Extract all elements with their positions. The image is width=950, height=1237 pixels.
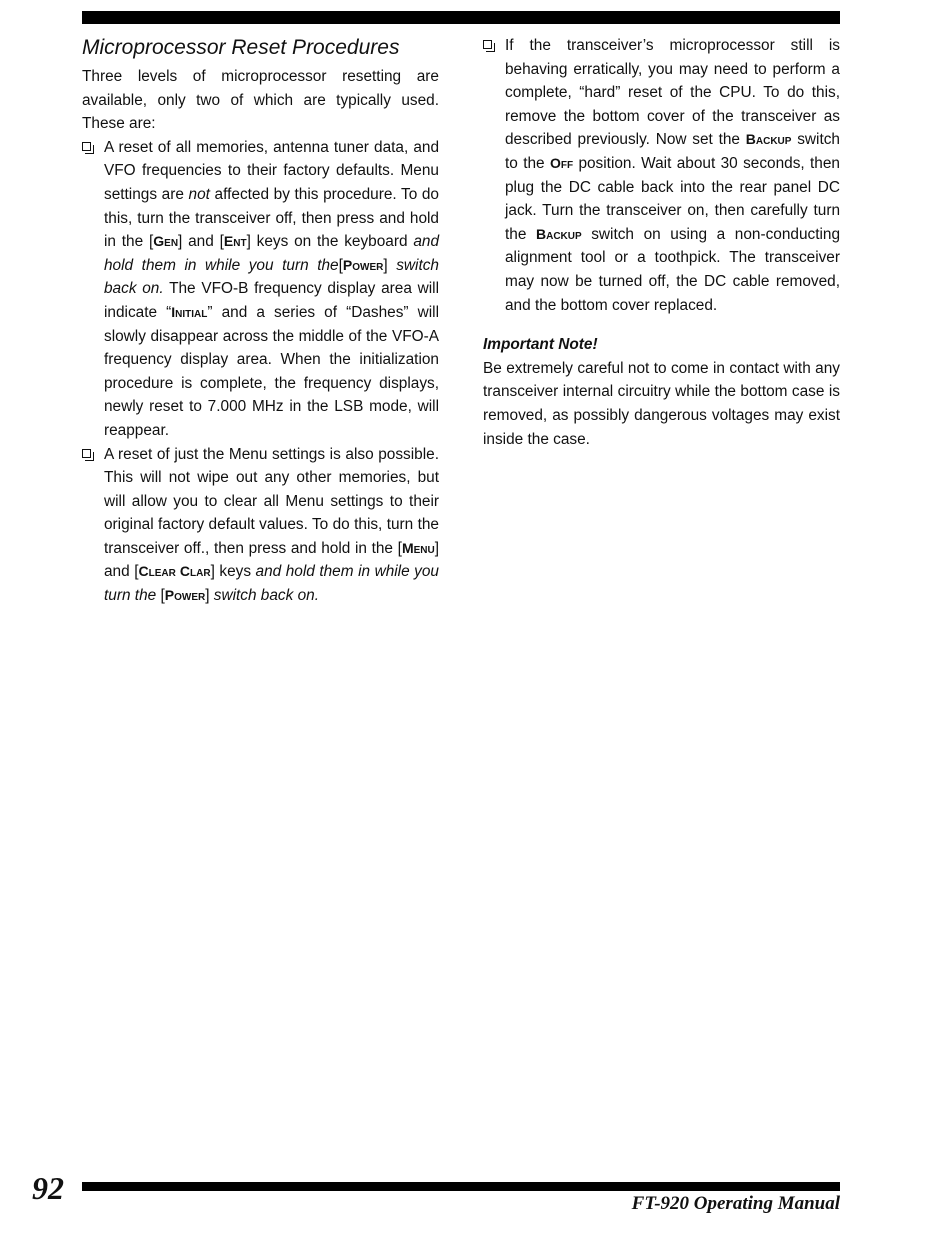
checkbox-bullet-icon <box>82 142 91 151</box>
position-off: Off <box>549 154 574 171</box>
key-power: Power <box>164 587 206 604</box>
text: ] and [ <box>178 233 224 251</box>
key-menu: Menu <box>401 539 435 556</box>
text: affected by this procedure. To do this, turn the transceiver off, then press and hold in the [ <box>104 185 439 251</box>
emphasis: and hold them in while you turn the <box>104 563 439 605</box>
page-number: 92 <box>32 1170 64 1206</box>
key-clear-clar: Clear Clar <box>138 563 211 580</box>
text: switch to the <box>505 131 840 172</box>
text: [ <box>338 256 343 274</box>
key-power: Power <box>342 256 384 273</box>
text: The VFO-B frequency display area will indicate “ <box>104 280 439 321</box>
display-initial: Initial <box>171 303 208 320</box>
key-ent: Ent <box>223 233 247 250</box>
text: ] <box>205 587 210 605</box>
switch-backup: Backup <box>535 225 582 242</box>
bullet-hard-reset <box>483 34 840 317</box>
left-column <box>82 34 439 608</box>
top-rule <box>82 11 840 24</box>
emphasis: switch back on. <box>104 256 439 298</box>
text: A reset of all memories, antenna tuner data, and VFO frequencies to their factory defaults. Menu settings are <box>104 138 439 203</box>
section-title: Microprocessor Reset Procedures <box>82 36 400 59</box>
text: ] <box>383 256 388 274</box>
text: ” and a series of “Dashes” will slowly disappear across the middle of the VFO-A frequency display area. When the initialization procedure is complete, the frequency displays, newly reset to 7.000 MHz in the LSB mode, will reappear. <box>104 303 440 439</box>
text: ] and [ <box>104 539 439 581</box>
text: switch on using a non-conducting alignment tool or a toothpick. The transceiver may now be turned off, the DC cable removed, and the bottom cover replaced. <box>505 225 841 314</box>
emphasis: not <box>188 185 210 203</box>
text: A reset of just the Menu settings is also possible. This will not wipe out any other memories, but will allow you to clear all Menu settings to their original factory default values. To do this, turn the transceiver off., then press and hold in the [ <box>104 445 439 557</box>
text: [ <box>156 587 165 605</box>
important-note-heading: Important Note! <box>483 336 598 354</box>
right-column <box>483 34 840 451</box>
emphasis: switch back on. <box>209 587 319 605</box>
checkbox-bullet-icon <box>483 40 492 49</box>
checkbox-bullet-icon <box>82 449 91 458</box>
important-note-text: Be extremely careful not to come in contact with any transceiver internal circuitry while the bottom case is removed, as possibly dangerous voltages may exist inside the case. <box>483 359 840 448</box>
text: ] keys <box>210 563 256 581</box>
bullet-reset-memories <box>82 136 439 443</box>
text: If the transceiver’s microprocessor still is behaving erratically, you may need to perform a complete, “hard” reset of the CPU. To do this, remove the bottom cover of the transceiver as described previously. Now set the <box>505 37 840 149</box>
text: ] keys on the keyboard <box>246 233 414 251</box>
key-gen: Gen <box>153 233 179 250</box>
intro-paragraph: Three levels of microprocessor resetting are available, only two of which are typically used. These are: <box>82 68 439 133</box>
emphasis: and hold them in while you turn the <box>104 233 440 274</box>
bottom-rule <box>82 1182 840 1191</box>
footer-manual-title: FT-920 Operating Manual <box>631 1193 840 1214</box>
switch-backup: Backup <box>745 131 792 148</box>
text: position. Wait about 30 seconds, then plug the DC cable back into the rear panel DC jack. Turn the transceiver on, then carefully turn the <box>505 154 840 243</box>
bullet-reset-menu <box>82 443 439 608</box>
